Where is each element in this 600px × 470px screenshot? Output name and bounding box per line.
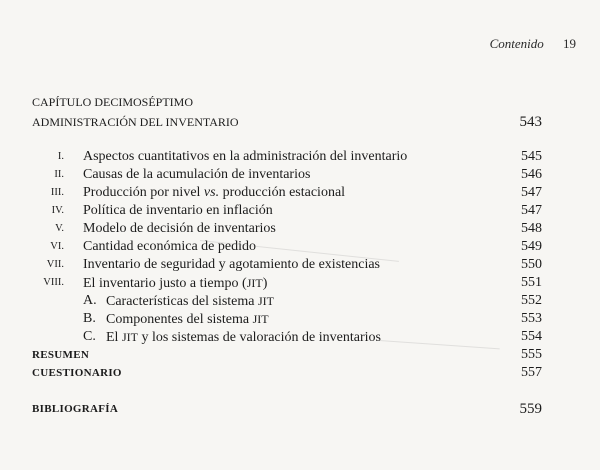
toc-subentry (0, 310, 600, 328)
subsection-page: 554 (521, 329, 542, 344)
section-title-emphasis: vs. (203, 185, 220, 200)
section-title-part: Producción por nivel (83, 185, 204, 200)
page-number: 19 (563, 36, 576, 51)
toc-subentry (0, 292, 600, 310)
chapter-title-row (0, 113, 600, 131)
toc-subentry (0, 328, 600, 346)
section-number: III. (50, 187, 64, 198)
section-page: 551 (521, 275, 542, 290)
section-title (83, 274, 267, 293)
backmatter-label: RESUMEN (32, 349, 90, 361)
subsection-title-part: Componentes del sistema (106, 312, 253, 327)
chapter-title: ADMINISTRACIÓN DEL INVENTARIO (32, 115, 239, 129)
chapter-page: 543 (519, 114, 542, 130)
section-title-smallcaps: JIT (246, 276, 263, 290)
section-title: Inventario de seguridad y agotamiento de existencias (83, 257, 381, 272)
subsection-page: 552 (521, 293, 542, 308)
page-header (490, 36, 576, 52)
toc-entry (0, 220, 600, 238)
subsection-letter: C. (83, 329, 96, 344)
section-page: 545 (521, 149, 542, 164)
section-number: I. (57, 151, 64, 162)
section-title: Política de inventario en inflación (83, 203, 273, 218)
section-number: V. (55, 223, 64, 234)
section-page: 550 (521, 257, 542, 272)
subsection-title-smallcaps: JIT (258, 294, 274, 308)
subsection-title (106, 292, 274, 311)
section-number: IV. (51, 205, 64, 216)
toc-entry (0, 202, 600, 220)
section-title-part: El inventario justo a tiempo ( (83, 276, 247, 291)
subsection-page: 553 (521, 311, 542, 326)
running-title: Contenido (489, 36, 544, 51)
section-title: Aspectos cuantitativos en la administración del inventario (83, 149, 408, 164)
toc-entry (0, 274, 600, 292)
section-title-part: ) (262, 276, 268, 291)
toc-entry (0, 256, 600, 274)
subsection-title-smallcaps: JIT (121, 330, 138, 344)
backmatter-page: 557 (521, 365, 542, 380)
backmatter-page: 555 (521, 347, 542, 362)
subsection-title-part: y los sistemas de valoración de inventarios (137, 330, 381, 345)
subsection-title (106, 328, 381, 347)
section-page: 547 (521, 203, 542, 218)
chapter-label-row (0, 93, 600, 111)
toc-entry (0, 238, 600, 256)
toc-backmatter-entry (0, 400, 600, 418)
section-page: 549 (521, 239, 542, 254)
subsection-title-part: Características del sistema (106, 294, 258, 309)
section-page: 546 (521, 167, 542, 182)
section-number: VII. (46, 259, 64, 270)
backmatter-page: 559 (519, 401, 542, 417)
section-title-part: producción estacional (219, 185, 346, 200)
section-title: Modelo de decisión de inventarios (83, 221, 276, 236)
section-number: VIII. (43, 277, 64, 288)
toc-backmatter-entry (0, 364, 600, 382)
toc-backmatter-entry (0, 346, 600, 364)
subsection-title (106, 310, 269, 329)
subsection-letter: B. (83, 311, 96, 326)
section-number: VI. (50, 241, 64, 252)
section-title (83, 184, 345, 202)
section-page: 548 (521, 221, 542, 236)
section-title: Cantidad económica de pedido (83, 239, 256, 254)
toc-entry (0, 148, 600, 166)
section-title: Causas de la acumulación de inventarios (83, 167, 311, 182)
section-page: 547 (521, 185, 542, 200)
chapter-label: CAPÍTULO DECIMOSÉPTIMO (32, 95, 194, 109)
backmatter-label: BIBLIOGRAFÍA (32, 403, 119, 415)
toc-entry (0, 184, 600, 202)
subsection-letter: A. (83, 293, 97, 308)
section-number: II. (54, 169, 64, 180)
backmatter-label: CUESTIONARIO (32, 367, 122, 379)
subsection-title-part: El (106, 330, 122, 345)
toc-entry (0, 166, 600, 184)
subsection-title-smallcaps: JIT (252, 312, 269, 326)
